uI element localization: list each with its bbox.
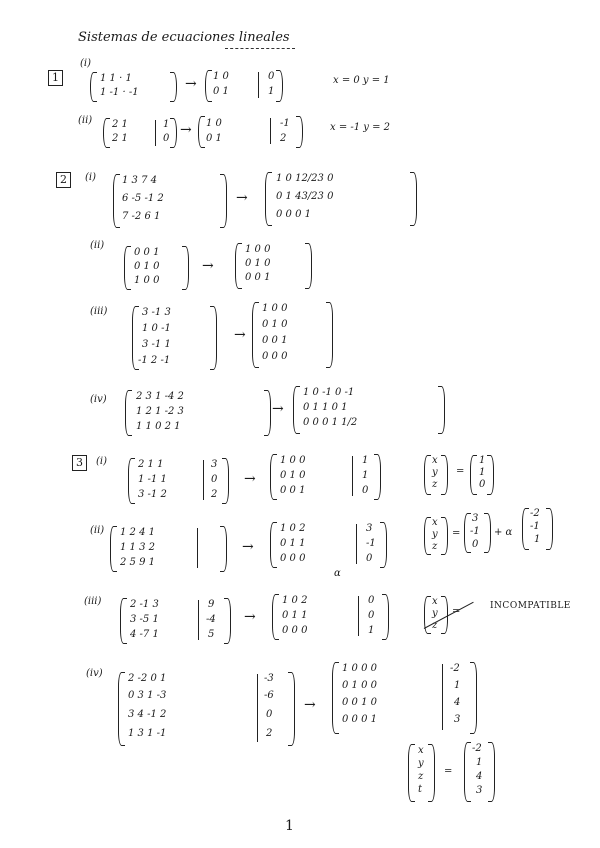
left-paren [270,522,277,568]
s3-i-row: 2 1 1 [138,459,164,470]
left-paren [252,302,259,368]
augmented-bar [352,456,353,496]
left-paren [110,526,117,572]
s3-ii-rrow: 1 0 2 [280,523,306,534]
left-paren [408,744,415,802]
s3-i-rrow: 0 1 0 [280,470,306,481]
right-paren [488,742,495,802]
right-paren [428,744,435,802]
right-paren [288,672,295,746]
right-paren [410,172,417,226]
right-paren [210,306,217,370]
s3-iv-rrow: 0 1 0 0 [342,680,377,691]
s3-iii-rb: 0 [368,610,375,621]
right-paren [546,508,553,550]
left-paren [424,517,431,555]
augmented-bar [198,600,199,640]
left-paren [424,455,431,495]
augmented-bar [155,120,156,146]
s2-i-label: (i) [85,172,97,183]
s3-iv-rrow: 1 0 0 0 [342,663,377,674]
right-paren [182,246,189,290]
s3-iii-rrow: 0 1 1 [282,610,308,621]
s3-iii-var: x [432,596,438,607]
s3-iii-b: 5 [208,629,215,640]
s3-iv-var: z [418,771,424,782]
s3-iv-rrow: 0 0 0 1 [342,714,377,725]
s3-iv-row: 3 4 -1 2 [128,709,167,720]
s3-ii-param: α [334,568,341,579]
s3-ii-rb: 0 [366,553,373,564]
s3-ii-rrow: 0 1 1 [280,538,306,549]
s3-iv-rrow: 0 0 1 0 [342,697,377,708]
exercise-number-2: 2 [56,172,71,188]
s3-i-rb: 1 [362,470,369,481]
s3-iii-b: 9 [208,599,215,610]
s3-iii-row: 3 -5 1 [130,614,159,625]
s1-i-rrow2b: 1 [268,86,275,97]
s3-i-label: (i) [96,456,108,467]
s2-ii-row: 1 0 0 [134,275,160,286]
s1-i-solution: x = 0 y = 1 [333,75,390,86]
s3-iii-rb: 0 [368,595,375,606]
s2-i-row: 6 -5 -1 2 [122,193,164,204]
s1-ii-rrow2: 0 1 [206,133,222,144]
s3-ii-row: 1 2 4 1 [120,527,155,538]
s2-ii-label: (ii) [90,240,105,251]
s2-iii-row: 1 0 -1 [142,323,171,334]
s3-iii-label: (iii) [84,596,102,607]
s3-iii-rrow: 0 0 0 [282,625,308,636]
augmented-bar [442,664,443,730]
arrow-icon: → [272,401,284,417]
right-paren [224,598,231,644]
s2-i-rrow: 0 0 0 1 [276,209,311,220]
s2-iv-row: 2 3 1 -4 2 [136,391,184,402]
s1-i-rrow1b: 0 [268,71,275,82]
left-paren [235,243,242,289]
s2-ii-row: 0 0 1 [134,247,160,258]
left-paren [470,455,477,495]
right-paren [326,302,333,368]
left-paren [522,508,529,550]
arrow-icon: → [236,190,248,206]
s2-iii-row: -1 2 -1 [138,355,171,366]
left-paren [332,662,339,734]
title-underline [225,48,295,49]
right-paren [441,455,448,495]
left-paren [113,174,120,228]
augmented-bar [257,674,258,742]
s3-ii-q: 1 [534,534,541,545]
s1-ii-rrow1: 1 0 [206,118,222,129]
right-paren [487,455,494,495]
left-paren [205,70,212,102]
right-paren [438,386,445,434]
s1-i-row2: 1 -1 · -1 [100,87,139,98]
s3-i-val: 0 [479,479,486,490]
s1-ii-row2b: 0 [163,133,170,144]
s3-iv-val: 1 [476,757,483,768]
right-paren [264,390,271,436]
right-paren [222,458,229,504]
s1-ii-label: (ii) [78,115,93,126]
s1-i-rrow1: 1 0 [213,71,229,82]
s3-i-b: 2 [211,489,218,500]
left-paren [128,458,135,504]
s3-i-row: 3 -1 2 [138,489,167,500]
page-number: 1 [285,818,294,834]
left-paren [120,598,127,644]
s3-ii-rb: -1 [366,538,376,549]
augmented-bar [270,118,271,144]
arrow-icon: → [202,258,214,274]
s2-iii-row: 3 -1 1 [142,339,171,350]
arrow-icon: → [244,471,256,487]
right-paren [441,517,448,555]
s2-i-row: 7 -2 6 1 [122,211,161,222]
equals-sign: = [444,766,453,777]
s1-ii-row2: 2 1 [112,133,128,144]
s2-iv-rrow: 1 0 -1 0 -1 [303,387,355,398]
s1-ii-row1: 2 1 [112,119,128,130]
equals-sign: = [452,606,461,617]
s3-iii-result: INCOMPATIBLE [490,601,571,611]
s2-ii-rrow: 0 0 1 [245,272,271,283]
s2-iii-row: 3 -1 3 [142,307,171,318]
s3-iv-var: t [418,784,423,795]
s3-iv-rb: 4 [454,697,461,708]
right-paren [374,454,381,500]
s3-i-var: y [432,467,438,478]
s3-ii-row: 1 1 3 2 [120,542,155,553]
augmented-bar [258,72,259,98]
right-paren [170,118,177,148]
s3-i-row: 1 -1 1 [138,474,167,485]
s3-iv-label: (iv) [86,668,103,679]
arrow-icon: → [244,609,256,625]
right-paren [276,70,283,102]
exercise-number-3: 3 [72,455,87,471]
right-paren [170,72,177,102]
left-paren [198,116,205,148]
augmented-bar [356,524,357,564]
s3-iv-b: -6 [264,690,274,701]
left-paren [464,742,471,802]
s2-iii-rrow: 0 0 0 [262,351,288,362]
s2-i-rrow: 1 0 12/23 0 [276,173,334,184]
s3-ii-rrow: 0 0 0 [280,553,306,564]
s2-ii-rrow: 0 1 0 [245,258,271,269]
s3-ii-label: (ii) [90,525,105,536]
s2-i-row: 1 3 7 4 [122,175,157,186]
s3-ii-var: y [432,529,438,540]
left-paren [124,246,131,290]
s1-ii-rrow1b: -1 [280,118,290,129]
s2-iv-rrow: 0 0 0 1 1/2 [303,417,358,428]
s2-i-rrow: 0 1 43/23 0 [276,191,334,202]
s2-ii-rrow: 1 0 0 [245,244,271,255]
s3-ii-p: -1 [470,526,480,537]
equals-sign: = [452,528,461,539]
left-paren [272,594,279,640]
s3-iv-row: 0 3 1 -3 [128,690,167,701]
s3-iv-val: 4 [476,771,483,782]
s3-i-rb: 0 [362,485,369,496]
s3-ii-q: -1 [530,521,540,532]
arrow-icon: → [180,122,192,138]
right-paren [296,116,303,148]
augmented-bar [197,528,198,568]
s3-iii-rrow: 1 0 2 [282,595,308,606]
s3-iv-row: 2 -2 0 1 [128,673,167,684]
s3-iv-rb: -2 [450,663,460,674]
right-paren [220,174,227,228]
s2-iii-label: (iii) [90,306,108,317]
s3-iv-var: y [418,758,424,769]
s3-iii-b: -4 [206,614,216,625]
right-paren [484,513,491,553]
left-paren [103,118,110,148]
s2-iv-rrow: 0 1 1 0 1 [303,402,348,413]
s3-iv-b: -3 [264,673,274,684]
left-paren [270,454,277,500]
s1-ii-row1b: 1 [163,119,170,130]
right-paren [380,522,387,568]
s3-ii-q: -2 [530,508,540,519]
s3-iii-row: 4 -7 1 [130,629,159,640]
s3-iii-row: 2 -1 3 [130,599,159,610]
left-paren [125,390,132,436]
s3-ii-rb: 3 [366,523,373,534]
s3-i-rrow: 0 0 1 [280,485,306,496]
s3-iv-row: 1 3 1 -1 [128,728,167,739]
s3-i-var: x [432,455,438,466]
s1-ii-solution: x = -1 y = 2 [330,122,391,133]
right-paren [220,526,227,572]
s3-i-b: 3 [211,459,218,470]
s3-iii-rb: 1 [368,625,375,636]
s3-ii-p: 0 [472,539,479,550]
augmented-bar [358,596,359,636]
arrow-icon: → [304,697,316,713]
s1-i-label: (i) [80,58,92,69]
s2-iv-row: 1 2 1 -2 3 [136,406,184,417]
arrow-icon: → [234,327,246,343]
s1-ii-rrow2b: 2 [280,133,287,144]
s3-ii-var: x [432,517,438,528]
right-paren [305,243,312,289]
s3-iii-var: z [432,620,438,631]
s3-i-rrow: 1 0 0 [280,455,306,466]
s2-iv-row: 1 1 0 2 1 [136,421,181,432]
left-paren [293,386,300,434]
s3-iv-b: 2 [266,728,273,739]
augmented-bar [203,460,204,500]
right-paren [382,594,389,640]
s1-i-rrow2: 0 1 [213,86,229,97]
equals-sign: = [456,466,465,477]
s3-i-val: 1 [479,455,486,466]
left-paren [90,72,97,102]
s3-iv-val: 3 [476,785,483,796]
s3-ii-var: z [432,541,438,552]
s3-iii-var: y [432,608,438,619]
left-paren [118,672,125,746]
left-paren [265,172,272,226]
page-title: Sistemas de ecuaciones lineales [78,30,290,45]
s3-iv-rb: 3 [454,714,461,725]
s3-i-b: 0 [211,474,218,485]
exercise-number-1: 1 [48,70,63,86]
s3-i-rb: 1 [362,455,369,466]
s3-ii-plus: + α [494,527,513,538]
arrow-icon: → [185,76,197,92]
s3-iv-var: x [418,745,424,756]
right-paren [470,662,477,734]
s1-i-row1: 1 1 · 1 [100,73,132,84]
s2-iii-rrow: 1 0 0 [262,303,288,314]
s3-iv-b: 0 [266,709,273,720]
s2-iv-label: (iv) [90,394,107,405]
s3-iv-val: -2 [472,743,482,754]
arrow-icon: → [242,539,254,555]
s2-iii-rrow: 0 1 0 [262,319,288,330]
s3-ii-row: 2 5 9 1 [120,557,155,568]
s3-i-var: z [432,479,438,490]
s3-iv-rb: 1 [454,680,461,691]
s3-ii-p: 3 [472,513,479,524]
s3-i-val: 1 [479,467,486,478]
s2-iii-rrow: 0 0 1 [262,335,288,346]
s2-ii-row: 0 1 0 [134,261,160,272]
